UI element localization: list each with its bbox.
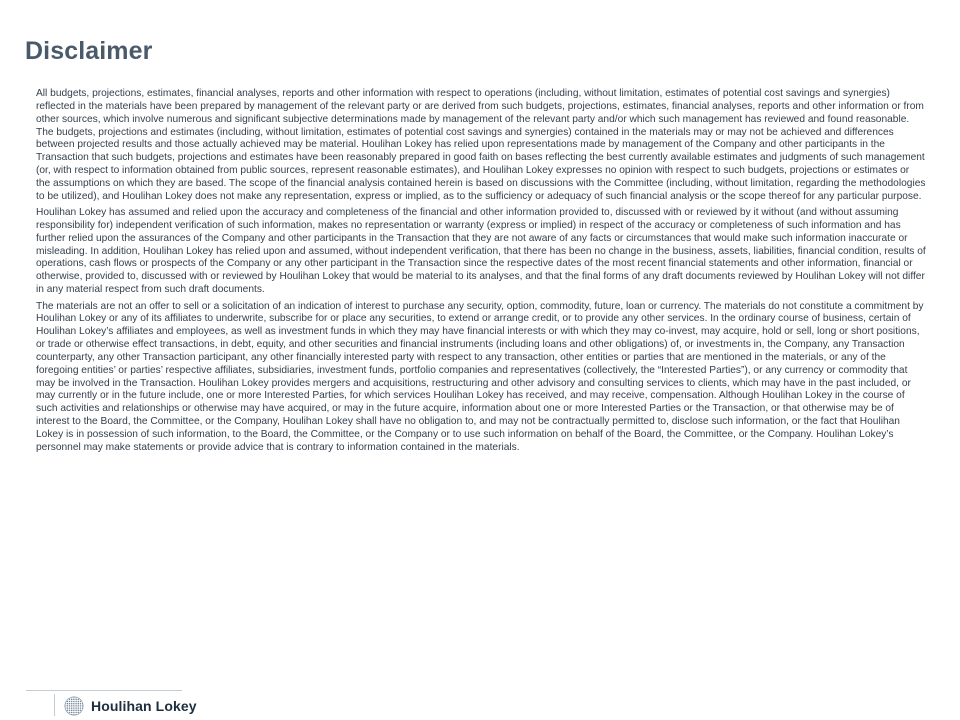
company-logo [64, 696, 197, 716]
globe-icon [64, 696, 84, 716]
footer-divider [26, 690, 182, 691]
disclaimer-body [36, 88, 926, 458]
footer-vertical-divider [54, 694, 55, 716]
page-title: Disclaimer [25, 37, 153, 65]
logo-wordmark: Houlihan Lokey [91, 698, 197, 714]
disclaimer-paragraph-1: All budgets, projections, estimates, financial analyses, reports and other information with respect to operations (including, without limitation, estimates of potential cost savings and synergies) reflected in the materials have been prepared by management of the relevant party or are derived from such budgets, projections, estimates, financial analyses, reports and other information or from other sources, which involve numerous and significant subjective determinations made by management of the relevant party and/or which such management has reviewed and found reasonable. The budgets, projections and estimates (including, without limitation, estimates of potential cost savings and synergies) contained in the materials may or may not be achieved and differences between projected results and those actually achieved may be material. Houlihan Lokey has relied upon representations made by management of the Company and other participants in the Transaction that such budgets, projections and estimates have been reasonably prepared in good faith on bases reflecting the best currently available estimates and judgments of such management (or, with respect to information obtained from public sources, represent reasonable estimates), and Houlihan Lokey expresses no opinion with respect to such budgets, projections or estimates or the assumptions on which they are based. The scope of the financial analysis contained herein is based on discussions with the Committee (including, without limitation, regarding the methodologies to be utilized), and Houlihan Lokey does not make any representation, express or implied, as to the sufficiency or adequacy of such financial analysis or the scope thereof for any particular purpose. [36, 88, 926, 202]
disclaimer-paragraph-3: The materials are not an offer to sell or a solicitation of an indication of interest to purchase any security, option, commodity, future, loan or currency. The materials do not constitute a commitment by Houlihan Lokey or any of its affiliates to underwrite, subscribe for or place any securities, to extend or arrange credit, or to provide any other services. In the ordinary course of business, certain of Houlihan Lokey’s affiliates and employees, as well as investment funds in which they may have financial interests or with which they may co-invest, may acquire, hold or sell, long or short positions, or trade or otherwise effect transactions, in debt, equity, and other securities and financial instruments (including loans and other obligations) of, or investments in, the Company, any Transaction counterparty, any other Transaction participant, any other financially interested party with respect to any transaction, other entities or parties that are mentioned in the materials, or any of the foregoing entities’ or parties’ respective affiliates, subsidiaries, investment funds, portfolio companies and representatives (collectively, the “Interested Parties”), or any currency or commodity that may be involved in the Transaction. Houlihan Lokey provides mergers and acquisitions, restructuring and other advisory and consulting services to clients, which may have in the past included, or may currently or in the future include, one or more Interested Parties, for which services Houlihan Lokey has received, and may receive, compensation. Although Houlihan Lokey in the course of such activities and relationships or otherwise may have acquired, or may in the future acquire, information about one or more Interested Parties or the Transaction, or that otherwise may be of interest to the Board, the Committee, or the Company, Houlihan Lokey shall have no obligation to, and may not be contractually permitted to, disclose such information, or the fact that Houlihan Lokey is in possession of such information, to the Board, the Committee, or the Company or to use such information on behalf of the Board, the Committee, or the Company. Houlihan Lokey’s personnel may make statements or provide advice that is contrary to information contained in the materials. [36, 300, 924, 453]
disclaimer-paragraph-2: Houlihan Lokey has assumed and relied upon the accuracy and completeness of the financial and other information provided to, discussed with or reviewed by it without (and without assuming responsibility for) independent verification of such information, makes no representation or warranty (express or implied) in respect of the accuracy or completeness of such information and has further relied upon the assurances of the Company and other participants in the Transaction that they are not aware of any facts or circumstances that would make such information inaccurate or misleading. In addition, Houlihan Lokey has relied upon and assumed, without independent verification, that there has been no change in the business, assets, liabilities, financial condition, results of operations, cash flows or prospects of the Company or any other participant in the Transaction since the respective dates of the most recent financial statements and other information, financial or otherwise, provided to, discussed with or reviewed by Houlihan Lokey that would be material to its analyses, and that the final forms of any draft documents reviewed by Houlihan Lokey will not differ in any material respect from such draft documents. [36, 207, 926, 296]
